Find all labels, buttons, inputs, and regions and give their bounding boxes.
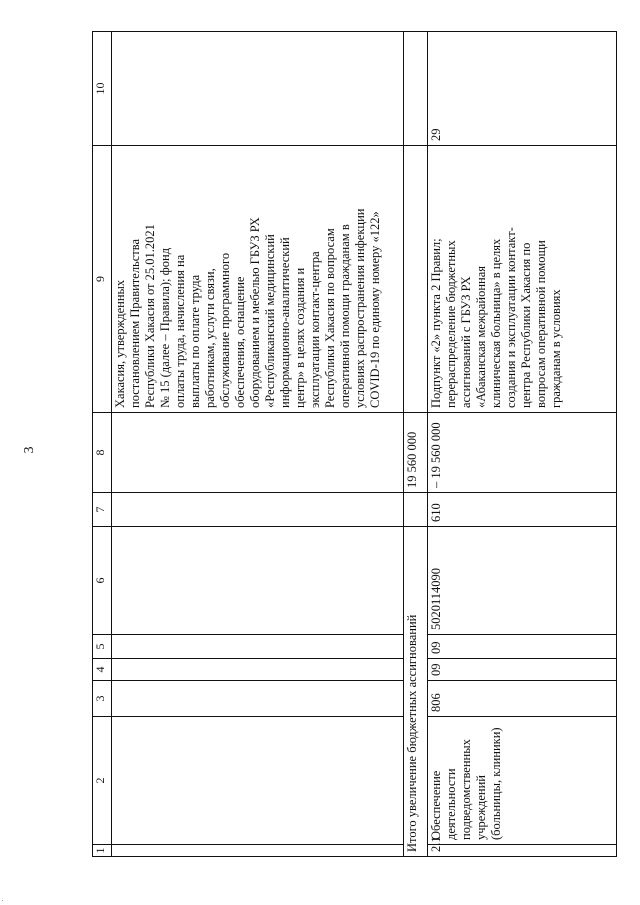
- budget-allocation-table: [92, 31, 617, 857]
- column-number-header-row: [93, 32, 112, 857]
- total-increase-amount: 19 560 000: [404, 413, 428, 493]
- total-increase-row: [404, 32, 428, 857]
- column-header-6: 6: [93, 527, 112, 635]
- row-basis-text: Подпункт «2» пункта 2 Правил; перераспределение бюджетных ассигнований с ГБУЗ РХ «Абаканская межрайонная клиническая больница» в целях создания и эксплуатации контакт- центра Республики Хакасия по вопросам оперативной помощи гражданам в условиях: [428, 146, 617, 413]
- column-header-7: 7: [93, 493, 112, 527]
- cell-code-target: [112, 527, 404, 635]
- total-cell-col-7: [404, 493, 428, 527]
- row-section-code: 09: [428, 659, 617, 681]
- cell-code-section: [112, 659, 404, 681]
- row-subsection-code: 09: [428, 635, 617, 659]
- continuation-row: [112, 32, 404, 857]
- total-cell-col-10: [404, 32, 428, 146]
- row-purpose: Обеспечение деятельности подведомственных учреждений (больницы, клиники): [428, 717, 617, 845]
- column-header-4: 4: [93, 659, 112, 681]
- cell-purpose: [112, 717, 404, 845]
- row-admin-code: 806: [428, 681, 617, 717]
- page-number: 3: [22, 446, 37, 454]
- cell-code-admin: [112, 681, 404, 717]
- row-number: 2.1: [428, 845, 617, 857]
- total-increase-label: Итого увеличение бюджетных ассигнований: [404, 527, 428, 857]
- table-row: [428, 32, 617, 857]
- cell-amount: [112, 413, 404, 493]
- column-header-10: 10: [93, 32, 112, 146]
- column-header-9: 9: [93, 146, 112, 413]
- row-col-10: 29: [428, 32, 617, 146]
- row-amount: – 19 560 000: [428, 413, 617, 493]
- column-header-2: 2: [93, 717, 112, 845]
- row-target-code: 5020114090: [428, 527, 617, 635]
- column-header-3: 3: [93, 681, 112, 717]
- scan-artifact: [2, 900, 3, 901]
- column-header-1: 1: [93, 845, 112, 857]
- cell-col-10: [112, 32, 404, 146]
- cell-code-expense: [112, 493, 404, 527]
- total-cell-col-9: [404, 146, 428, 413]
- column-header-5: 5: [93, 635, 112, 659]
- rotated-table-frame: [92, 32, 617, 857]
- cell-code-subsection: [112, 635, 404, 659]
- budget-table-container: [92, 32, 617, 857]
- cell-basis-text: Хакасия, утвержденных постановлением Правительства Республики Хакасия от 25.01.2021 № 15 (далее – Правила); фонд оплаты труда, начисления на выплаты по оплате труда работникам, услуги связи, обслуживание программного обеспечения, оснащение оборудованием и мебелью ГБУЗ РХ «Республиканский медицинский информационно-аналитический центр» в целях создания и эксплуатации контакт-центра Республики Хакасия по вопросам оперативной помощи гражданам в условиях распространения инфекции COVID-19 по единому номеру «122»: [112, 146, 404, 413]
- column-header-8: 8: [93, 413, 112, 493]
- cell-num: [112, 845, 404, 857]
- row-expense-code: 610: [428, 493, 617, 527]
